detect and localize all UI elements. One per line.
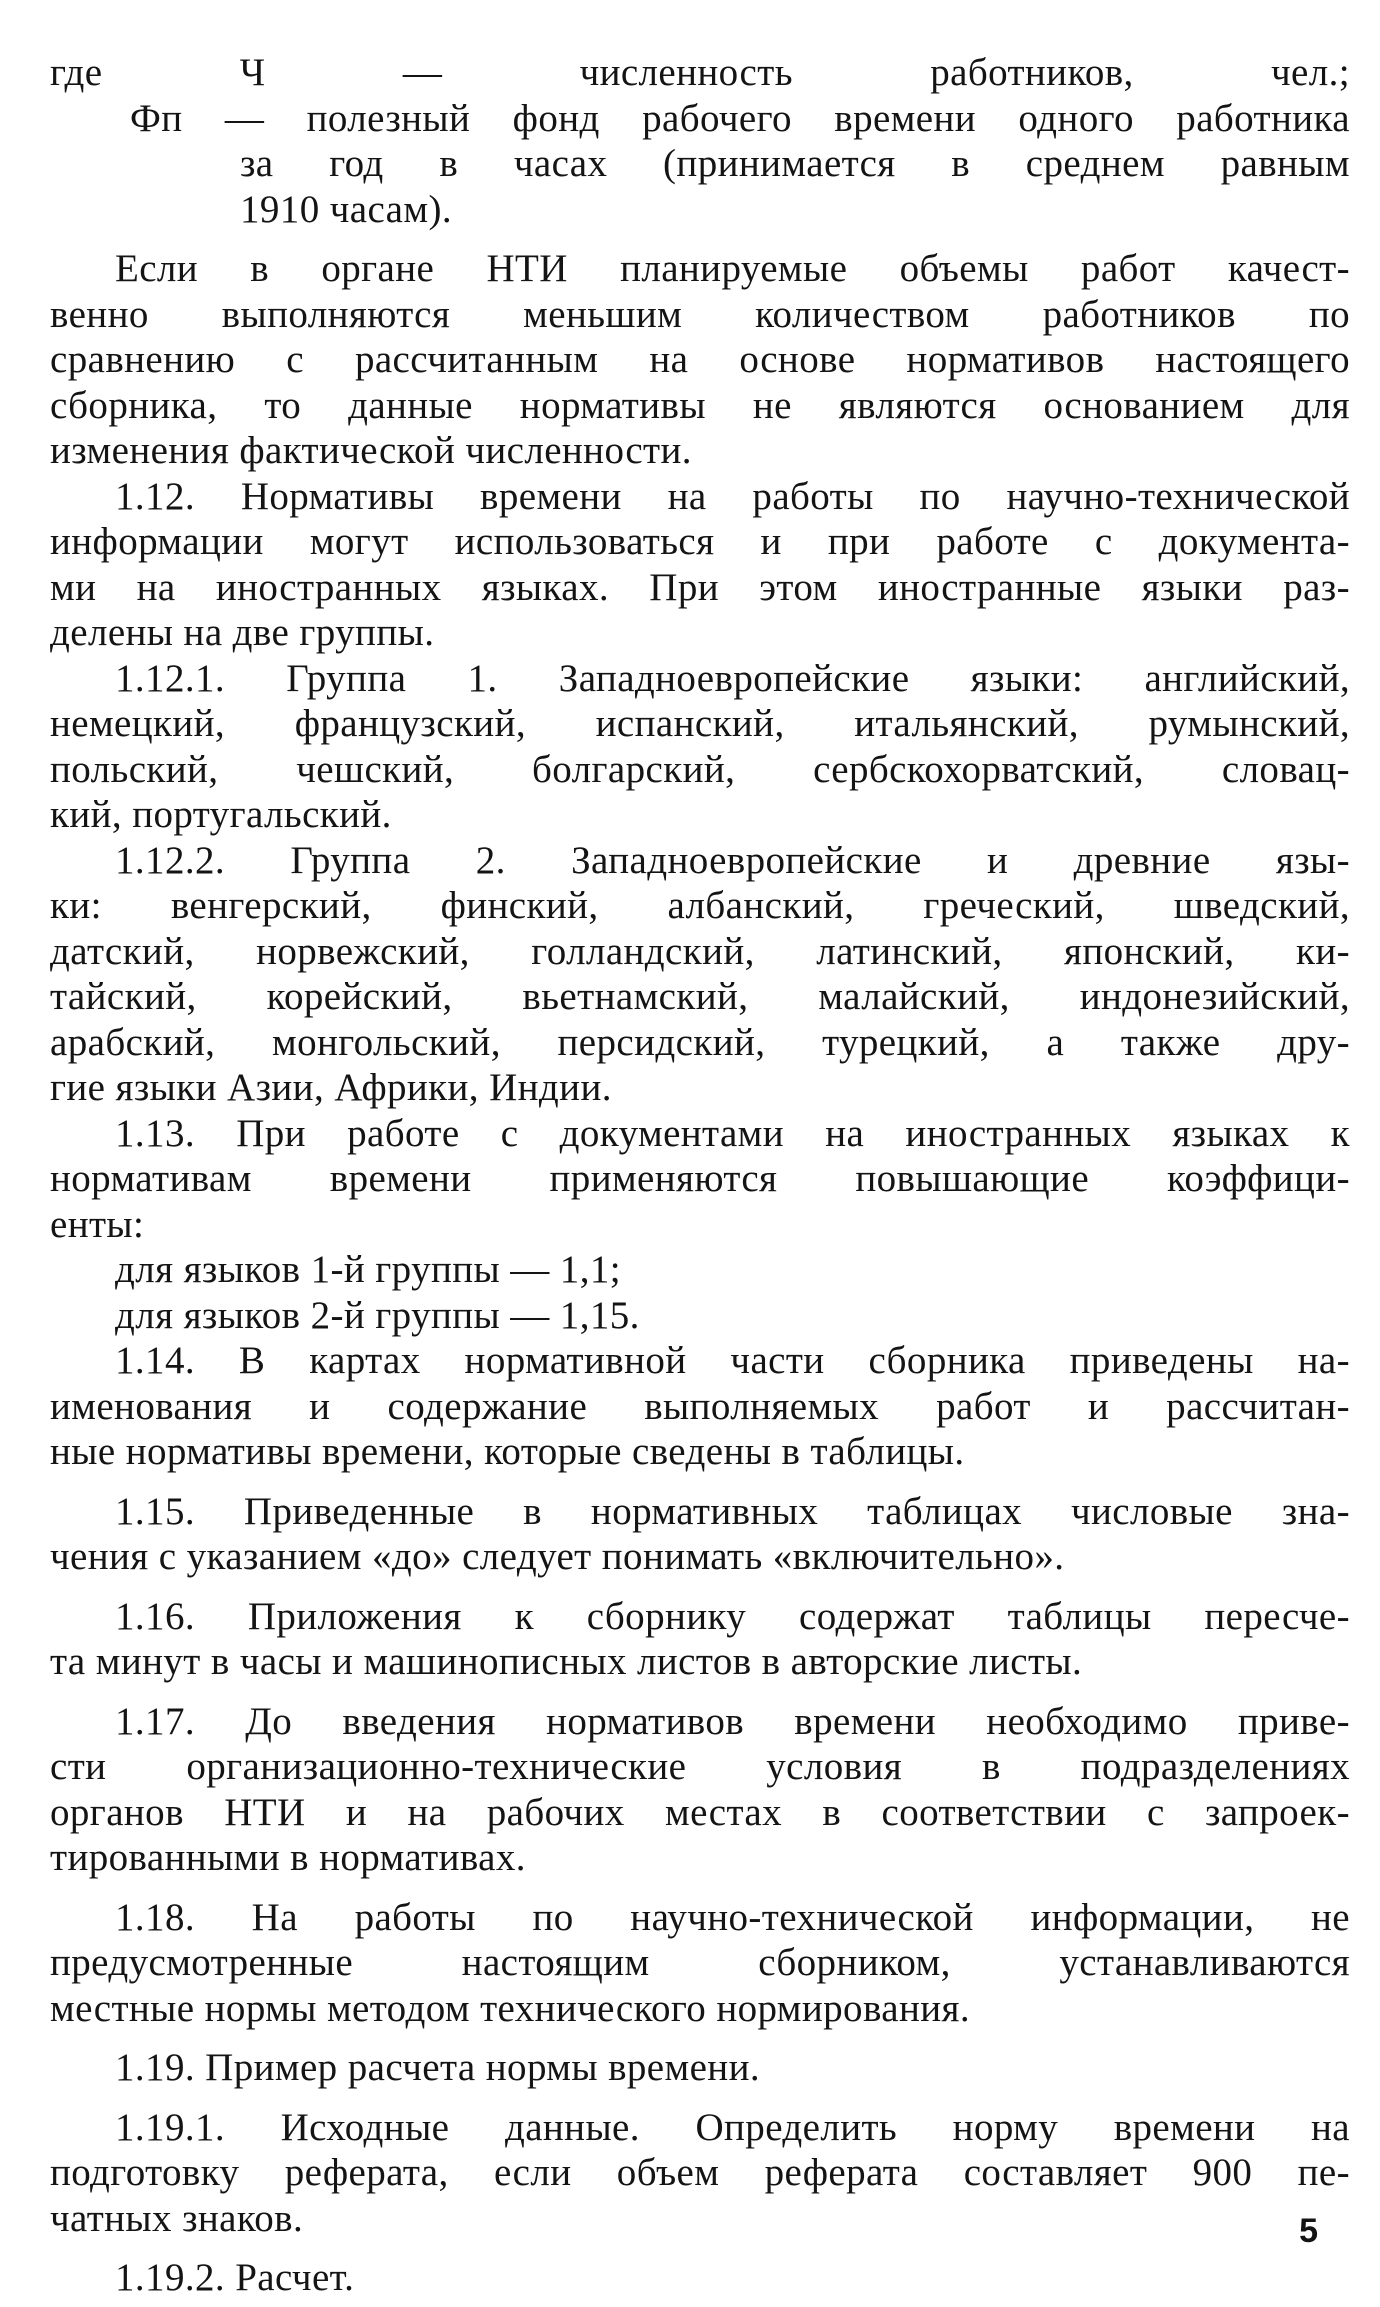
text-line: та минут в часы и машинописных листов в авторские листы. [50, 1640, 1083, 1683]
paragraph-1-12 [50, 474, 1350, 656]
paragraph-1-12-1 [50, 656, 1350, 838]
document-page [50, 50, 1350, 2301]
paragraph-1-19 [50, 2045, 1350, 2091]
text-line: чения с указанием «до» следует понимать «включительно». [50, 1535, 1065, 1578]
text-line: 1.16. Приложения к сборнику содержат таблицы пересче- [115, 1594, 1350, 1638]
text-line: именования и содержание выполняемых работ и рассчитан- [50, 1384, 1350, 1428]
paragraph-1-12-2 [50, 838, 1350, 1111]
text-line: гие языки Азии, Африки, Индии. [50, 1066, 612, 1109]
definitions-block [50, 50, 1350, 232]
paragraph-1-15 [50, 1489, 1350, 1580]
text-line: 1.14. В картах нормативной части сборника приведены на- [115, 1339, 1350, 1382]
text-line: венно выполняются меньшим количеством работников по [50, 292, 1350, 336]
text-line: кий, португальский. [50, 793, 392, 836]
text-line: ные нормативы времени, которые сведены в таблицы. [50, 1430, 965, 1473]
text-line: подготовку реферата, если объем реферата составляет 900 пе- [50, 2151, 1350, 2194]
definition-line: Фп — полезный фонд рабочего времени одного работника [130, 96, 1350, 140]
text-line: органов НТИ и на рабочих местах в соответствии с запроек- [50, 1790, 1350, 1834]
text-line: ми на иностранных языках. При этом иностранные языки раз- [50, 565, 1350, 609]
text-line: 1.17. До введения нормативов времени необходимо приве- [115, 1699, 1350, 1743]
definition-line: где Ч — численность работников, чел.; [50, 51, 1350, 94]
text-line: енты: [50, 1202, 145, 1246]
text-line: 1.18. На работы по научно-технической информации, не [115, 1895, 1350, 1939]
text-line: сравнению с рассчитанным на основе нормативов настоящего [50, 338, 1350, 381]
paragraph-1-13 [50, 1111, 1350, 1248]
text-line: ки: венгерский, финский, албанский, греческий, шведский, [50, 884, 1350, 927]
text-line: 1.13. При работе с документами на иностранных языках к [115, 1111, 1350, 1155]
definition-line: за год в часах (принимается в среднем равным [240, 142, 1350, 185]
text-line: 1.19.2. Расчет. [115, 2256, 355, 2299]
list-item: для языков 1-й группы — 1,1; [115, 1248, 621, 1291]
text-line: польский, чешский, болгарский, сербскохорватский, словац- [50, 747, 1350, 791]
text-line: тированными в нормативах. [50, 1836, 526, 1879]
text-line: делены на две группы. [50, 611, 435, 654]
definition-line: 1910 часам). [240, 187, 452, 231]
text-line: Если в органе НТИ планируемые объемы работ качест- [115, 247, 1350, 290]
text-line: изменения фактической численности. [50, 429, 692, 472]
text-line: нормативам времени применяются повышающие коэффици- [50, 1157, 1350, 1200]
paragraph-1-19-1 [50, 2105, 1350, 2242]
text-line: немецкий, французский, испанский, итальянский, румынский, [50, 702, 1350, 745]
paragraph-1-16 [50, 1594, 1350, 1685]
text-line: 1.12. Нормативы времени на работы по научно-технической [115, 474, 1350, 518]
paragraph-1-14 [50, 1338, 1350, 1475]
text-line: чатных знаков. [50, 2196, 304, 2240]
coefficients-list [50, 1247, 1350, 1338]
page-number: 5 [1299, 2212, 1318, 2250]
text-line: информации могут использоваться и при работе с документа- [50, 520, 1350, 563]
list-item: для языков 2-й группы — 1,15. [115, 1293, 640, 1337]
paragraph-1-17 [50, 1699, 1350, 1881]
text-line: 1.15. Приведенные в нормативных таблицах числовые зна- [115, 1489, 1350, 1533]
paragraph-1-19-2 [50, 2255, 1350, 2301]
text-line: арабский, монгольский, персидский, турецкий, а также дру- [50, 1020, 1350, 1064]
paragraph-1-18 [50, 1895, 1350, 2032]
text-line: местные нормы методом технического нормирования. [50, 1986, 970, 2030]
text-line: сборника, то данные нормативы не являются основанием для [50, 383, 1350, 427]
text-line: 1.12.2. Группа 2. Западноевропейские и древние язы- [115, 838, 1350, 882]
text-line: тайский, корейский, вьетнамский, малайский, индонезийский, [50, 975, 1350, 1018]
text-line: 1.19.1. Исходные данные. Определить норму времени на [115, 2105, 1350, 2149]
text-line: предусмотренные настоящим сборником, устанавливаются [50, 1941, 1350, 1984]
text-line: 1.19. Пример расчета нормы времени. [115, 2046, 760, 2089]
paragraph-intro [50, 246, 1350, 474]
text-line: 1.12.1. Группа 1. Западноевропейские языки: английский, [115, 656, 1350, 700]
text-line: датский, норвежский, голландский, латинский, японский, ки- [50, 929, 1350, 973]
text-line: сти организационно-технические условия в подразделениях [50, 1745, 1350, 1788]
